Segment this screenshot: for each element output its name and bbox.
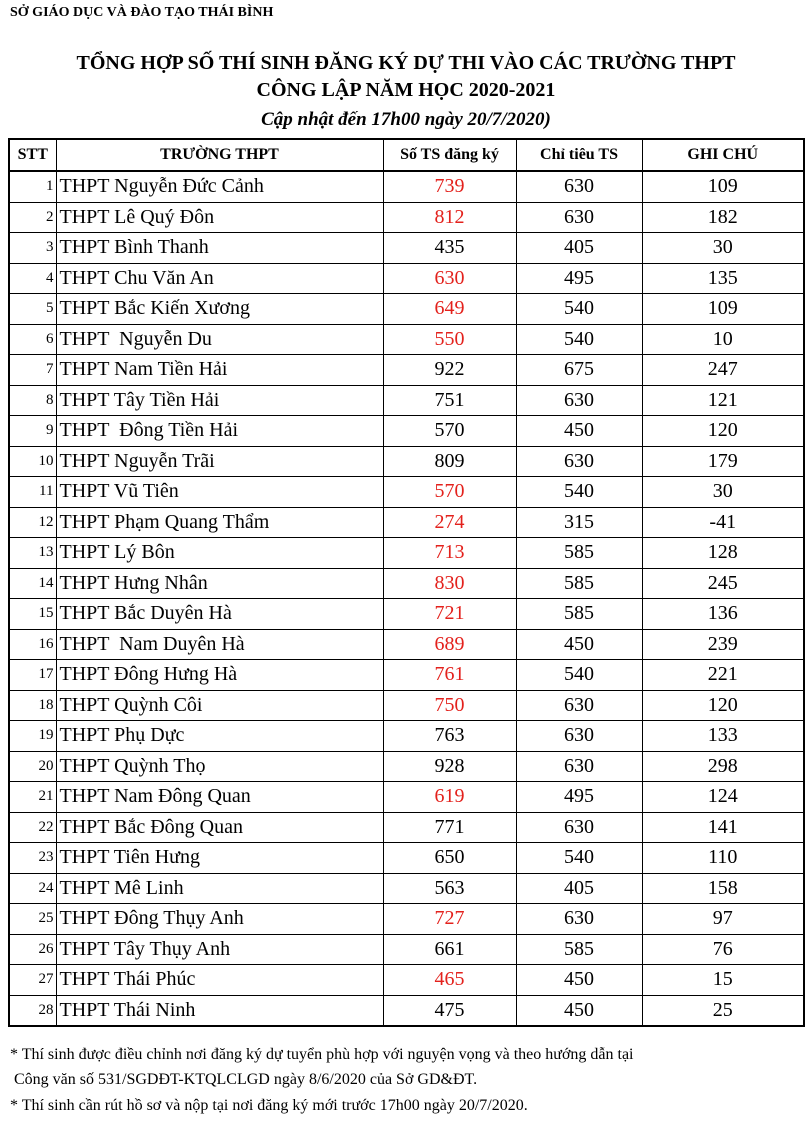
row-school-name: THPT Bình Thanh [56, 233, 383, 264]
row-school-name: THPT Nguyễn Trãi [56, 446, 383, 477]
row-stt: 25 [9, 904, 56, 935]
row-quota: 630 [516, 904, 642, 935]
table-row [9, 568, 804, 599]
row-stt: 22 [9, 812, 56, 843]
row-school-name: THPT Quỳnh Thọ [56, 751, 383, 782]
row-school-name: THPT Đông Tiền Hải [56, 416, 383, 447]
row-note: 128 [642, 538, 804, 569]
row-quota: 630 [516, 171, 642, 202]
row-quota: 450 [516, 629, 642, 660]
row-stt: 4 [9, 263, 56, 294]
row-stt: 9 [9, 416, 56, 447]
row-stt: 5 [9, 294, 56, 325]
column-header-stt: STT [9, 139, 56, 171]
footnote-1: * Thí sinh được điều chỉnh nơi đăng ký dự tuyển phù hợp với nguyện vọng và theo hướng dẫn tại [10, 1046, 634, 1063]
row-stt: 27 [9, 965, 56, 996]
row-note: 179 [642, 446, 804, 477]
row-registered-count: 661 [383, 934, 516, 965]
row-stt: 3 [9, 233, 56, 264]
row-note: 110 [642, 843, 804, 874]
row-note: 133 [642, 721, 804, 752]
row-quota: 585 [516, 934, 642, 965]
footnote-1-continued: Công văn số 531/SGDĐT-KTQLCLGD ngày 8/6/2020 của Sở GD&ĐT. [10, 1071, 478, 1088]
row-school-name: THPT Thái Phúc [56, 965, 383, 996]
row-note: 10 [642, 324, 804, 355]
row-note: 15 [642, 965, 804, 996]
table-row [9, 995, 804, 1026]
row-stt: 1 [9, 171, 56, 202]
table-row [9, 416, 804, 447]
row-school-name: THPT Nam Duyên Hà [56, 629, 383, 660]
row-registered-count: 570 [383, 416, 516, 447]
row-quota: 450 [516, 416, 642, 447]
table-row [9, 477, 804, 508]
footnote-2: * Thí sinh cần rút hồ sơ và nộp tại nơi đăng ký mới trước 17h00 ngày 20/7/2020. [10, 1097, 528, 1114]
row-registered-count: 435 [383, 233, 516, 264]
row-registered-count: 650 [383, 843, 516, 874]
row-stt: 18 [9, 690, 56, 721]
row-stt: 8 [9, 385, 56, 416]
row-note: 247 [642, 355, 804, 386]
row-quota: 540 [516, 843, 642, 874]
row-quota: 585 [516, 568, 642, 599]
table-row [9, 171, 804, 202]
table-row [9, 721, 804, 752]
row-school-name: THPT Nam Tiền Hải [56, 355, 383, 386]
row-note: 97 [642, 904, 804, 935]
row-school-name: THPT Tây Tiền Hải [56, 385, 383, 416]
row-quota: 540 [516, 324, 642, 355]
row-quota: 405 [516, 873, 642, 904]
row-stt: 10 [9, 446, 56, 477]
row-registered-count: 689 [383, 629, 516, 660]
row-stt: 23 [9, 843, 56, 874]
row-note: 76 [642, 934, 804, 965]
row-registered-count: 727 [383, 904, 516, 935]
table-row [9, 629, 804, 660]
row-registered-count: 922 [383, 355, 516, 386]
table-row [9, 690, 804, 721]
row-registered-count: 465 [383, 965, 516, 996]
row-registered-count: 713 [383, 538, 516, 569]
row-note: 120 [642, 416, 804, 447]
table-row [9, 324, 804, 355]
table-row [9, 812, 804, 843]
table-row [9, 233, 804, 264]
column-header-quota: Chỉ tiêu TS [516, 139, 642, 171]
row-school-name: THPT Tiên Hưng [56, 843, 383, 874]
row-note: 239 [642, 629, 804, 660]
row-note: 30 [642, 477, 804, 508]
row-quota: 540 [516, 477, 642, 508]
row-school-name: THPT Đông Hưng Hà [56, 660, 383, 691]
row-school-name: THPT Bắc Kiến Xương [56, 294, 383, 325]
table-row [9, 934, 804, 965]
table-row [9, 538, 804, 569]
column-header-registered: Số TS đăng ký [383, 139, 516, 171]
row-registered-count: 550 [383, 324, 516, 355]
row-school-name: THPT Bắc Đông Quan [56, 812, 383, 843]
row-note: 245 [642, 568, 804, 599]
table-row [9, 446, 804, 477]
row-quota: 630 [516, 690, 642, 721]
row-note: -41 [642, 507, 804, 538]
table-row [9, 599, 804, 630]
row-school-name: THPT Nguyễn Du [56, 324, 383, 355]
document-title-line-1: TỔNG HỢP SỐ THÍ SINH ĐĂNG KÝ DỰ THI VÀO CÁC TRƯỜNG THPT [76, 52, 736, 74]
row-registered-count: 570 [383, 477, 516, 508]
table-row [9, 873, 804, 904]
row-school-name: THPT Bắc Duyên Hà [56, 599, 383, 630]
row-quota: 495 [516, 782, 642, 813]
table-row [9, 751, 804, 782]
row-school-name: THPT Hưng Nhân [56, 568, 383, 599]
row-note: 182 [642, 202, 804, 233]
column-header-school: TRƯỜNG THPT [56, 139, 383, 171]
row-quota: 630 [516, 812, 642, 843]
row-stt: 26 [9, 934, 56, 965]
row-stt: 2 [9, 202, 56, 233]
row-quota: 495 [516, 263, 642, 294]
row-note: 25 [642, 995, 804, 1026]
row-note: 158 [642, 873, 804, 904]
table-row [9, 843, 804, 874]
row-school-name: THPT Mê Linh [56, 873, 383, 904]
row-school-name: THPT Quỳnh Côi [56, 690, 383, 721]
row-note: 135 [642, 263, 804, 294]
row-note: 221 [642, 660, 804, 691]
row-registered-count: 649 [383, 294, 516, 325]
row-school-name: THPT Thái Ninh [56, 995, 383, 1026]
row-note: 30 [642, 233, 804, 264]
table-header-row [9, 139, 804, 171]
registration-table [8, 138, 805, 1027]
row-registered-count: 475 [383, 995, 516, 1026]
row-stt: 11 [9, 477, 56, 508]
row-quota: 630 [516, 202, 642, 233]
table-row [9, 965, 804, 996]
row-registered-count: 274 [383, 507, 516, 538]
table-body [9, 171, 804, 1026]
row-quota: 450 [516, 995, 642, 1026]
row-stt: 28 [9, 995, 56, 1026]
table-row [9, 385, 804, 416]
row-quota: 405 [516, 233, 642, 264]
row-quota: 675 [516, 355, 642, 386]
row-stt: 17 [9, 660, 56, 691]
row-school-name: THPT Phụ Dực [56, 721, 383, 752]
row-quota: 540 [516, 294, 642, 325]
table-row [9, 507, 804, 538]
table-row [9, 660, 804, 691]
row-registered-count: 830 [383, 568, 516, 599]
row-quota: 630 [516, 385, 642, 416]
row-registered-count: 630 [383, 263, 516, 294]
row-note: 141 [642, 812, 804, 843]
row-stt: 7 [9, 355, 56, 386]
row-stt: 20 [9, 751, 56, 782]
row-note: 124 [642, 782, 804, 813]
row-stt: 19 [9, 721, 56, 752]
row-school-name: THPT Nam Đông Quan [56, 782, 383, 813]
row-school-name: THPT Vũ Tiên [56, 477, 383, 508]
table-row [9, 202, 804, 233]
row-school-name: THPT Phạm Quang Thẩm [56, 507, 383, 538]
row-registered-count: 763 [383, 721, 516, 752]
row-school-name: THPT Nguyễn Đức Cảnh [56, 171, 383, 202]
table-row [9, 782, 804, 813]
row-registered-count: 721 [383, 599, 516, 630]
row-note: 109 [642, 294, 804, 325]
row-stt: 14 [9, 568, 56, 599]
row-registered-count: 761 [383, 660, 516, 691]
row-registered-count: 809 [383, 446, 516, 477]
row-quota: 450 [516, 965, 642, 996]
row-registered-count: 619 [383, 782, 516, 813]
row-registered-count: 812 [383, 202, 516, 233]
department-name: SỞ GIÁO DỤC VÀ ĐÀO TẠO THÁI BÌNH [10, 5, 274, 20]
row-stt: 13 [9, 538, 56, 569]
row-registered-count: 771 [383, 812, 516, 843]
row-note: 120 [642, 690, 804, 721]
row-quota: 630 [516, 751, 642, 782]
row-quota: 540 [516, 660, 642, 691]
row-note: 121 [642, 385, 804, 416]
row-quota: 585 [516, 599, 642, 630]
row-registered-count: 739 [383, 171, 516, 202]
row-quota: 630 [516, 721, 642, 752]
row-registered-count: 751 [383, 385, 516, 416]
row-stt: 6 [9, 324, 56, 355]
row-quota: 630 [516, 446, 642, 477]
row-stt: 21 [9, 782, 56, 813]
row-registered-count: 563 [383, 873, 516, 904]
row-school-name: THPT Lý Bôn [56, 538, 383, 569]
row-stt: 16 [9, 629, 56, 660]
table-row [9, 294, 804, 325]
row-note: 136 [642, 599, 804, 630]
column-header-note: GHI CHÚ [642, 139, 804, 171]
row-school-name: THPT Đông Thụy Anh [56, 904, 383, 935]
update-note: Cập nhật đến 17h00 ngày 20/7/2020) [261, 109, 551, 130]
row-school-name: THPT Tây Thụy Anh [56, 934, 383, 965]
row-note: 109 [642, 171, 804, 202]
row-registered-count: 750 [383, 690, 516, 721]
table-row [9, 904, 804, 935]
row-note: 298 [642, 751, 804, 782]
row-quota: 315 [516, 507, 642, 538]
table-row [9, 355, 804, 386]
table-row [9, 263, 804, 294]
document-title-line-2: CÔNG LẬP NĂM HỌC 2020-2021 [256, 79, 556, 101]
row-stt: 12 [9, 507, 56, 538]
row-school-name: THPT Chu Văn An [56, 263, 383, 294]
row-stt: 15 [9, 599, 56, 630]
row-stt: 24 [9, 873, 56, 904]
row-registered-count: 928 [383, 751, 516, 782]
row-school-name: THPT Lê Quý Đôn [56, 202, 383, 233]
row-quota: 585 [516, 538, 642, 569]
